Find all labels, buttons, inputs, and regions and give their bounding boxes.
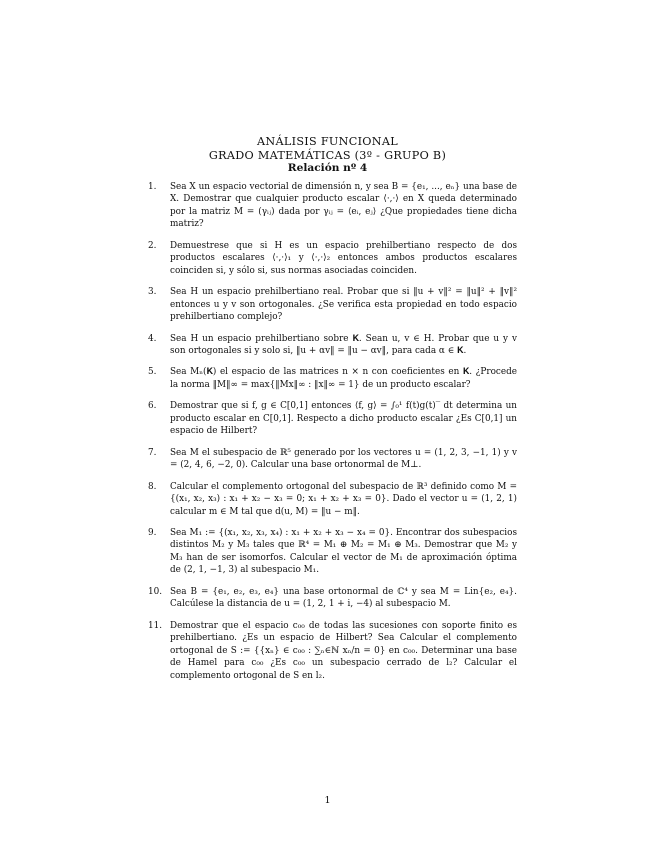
problem-number: 1.: [148, 182, 157, 192]
problem-text: Calcular el complemento ortogonal del subespacio de ℝ³ definido como M = {(x₁, x₂, x₃) : x₁ + x₂ − x₃ = 0; x₁ + x₂ + x₃ = 0}. Dado el vector u = (1, 2, 1) calcular m ∈ M tal que d(u, M) = ‖u − m‖.: [170, 481, 517, 517]
problem-number: 2.: [148, 240, 157, 251]
problem-item: [148, 181, 517, 231]
problem-text: Demuestrese que si H es un espacio prehilbertiano respecto de dos productos escalares ⟨·,·⟩₁ y ⟨·,·⟩₂ entonces ambos productos escalares coinciden si, y sólo si, sus normas asociadas coinciden.: [170, 240, 517, 276]
problem-number: 6.: [148, 401, 157, 412]
problem-item: [148, 333, 517, 358]
problem-item: [148, 620, 517, 682]
sheet-title: Relación nº 4: [287, 162, 368, 174]
problem-item: [148, 481, 517, 518]
problem-text: Sea M₁ := {(x₁, x₂, x₃, x₄) : x₁ + x₂ + x₃ − x₄ = 0}. Encontrar dos subespacios distintos M₂ y M₃ tales que ℝ⁴ = M₁ ⊕ M₂ = M₁ ⊕ M₃. Demostrar que M₂ y M₃ han de ser isomorfos. Calcular el vector de M₁ de aproximación óptima de (2, 1, −1, 3) al subespacio M₁.: [170, 527, 517, 576]
page-number: 1: [324, 795, 331, 806]
course-title: ANÁLISIS FUNCIONAL: [257, 135, 398, 148]
problem-number: 11.: [148, 620, 163, 631]
problem-item: [148, 527, 517, 577]
problem-number: 7.: [148, 447, 157, 458]
problem-text: Sea M el subespacio de ℝ⁵ generado por los vectores u = (1, 2, 3, −1, 1) y v = (2, 4, 6, −2, 0). Calcular una base ortonormal de M⊥.: [170, 447, 517, 471]
problem-text: Sea Mₙ(𝐊) el espacio de las matrices n × n con coeficientes en 𝐊. ¿Procede la norma ‖M‖∞ = max{‖Mx‖∞ : ‖x‖∞ = 1} de un producto escalar?: [170, 367, 517, 390]
problem-number: 3.: [148, 287, 157, 298]
problem-item: [148, 447, 517, 472]
degree-title: GRADO MATEMÁTICAS (3º - GRUPO B): [208, 148, 447, 162]
problem-text: Demostrar que el espacio c₀₀ de todas las sucesiones con soporte finito es prehilbertiano. ¿Es un espacio de Hilbert? Sea Calcular el complemento ortogonal de S := {{xₙ} ∈ c₀₀ : ∑ₙ∈ℕ xₙ/n = 0} en c₀₀. Determinar una base de Hamel para c₀₀ ¿Es c₀₀ un subespacio cerrado de l₂? Calcular el complemento ortogonal de S en l₂.: [170, 620, 517, 681]
problem-item: [148, 286, 517, 323]
problem-item: [148, 366, 517, 391]
problem-text: Sea X un espacio vectorial de dimensión n, y sea B = {e₁, ..., eₙ} una base de X. Demostrar que cualquier producto escalar ⟨·,·⟩ en X queda determinado por la matriz M = (γᵢⱼ) dada por γᵢⱼ = ⟨eᵢ, eⱼ⟩ ¿Que propiedades tiene dicha matriz?: [170, 182, 517, 230]
problem-text: Sea B = {e₁, e₂, e₃, e₄} una base ortonormal de ℂ⁴ y sea M = Lin{e₂, e₄}. Calcúlese la distancia de u = (1, 2, 1 + i, −4) al subespacio M.: [170, 586, 517, 610]
problem-number: 9.: [148, 527, 157, 538]
problem-number: 4.: [148, 333, 157, 344]
problem-item: [148, 240, 517, 277]
problem-number: 5.: [148, 367, 157, 378]
problem-item: [148, 400, 517, 437]
problem-number: 8.: [148, 481, 157, 492]
problem-number: 10.: [148, 586, 163, 597]
problem-text: Sea H un espacio prehilbertiano real. Probar que si ‖u + v‖² = ‖u‖² + ‖v‖² entonces u y v son ortogonales. ¿Se verifica esta propiedad en todo espacio prehilbertiano complejo?: [170, 287, 517, 323]
problem-item: [148, 586, 517, 611]
problem-text: Sea H un espacio prehilbertiano sobre 𝐊. Sean u, v ∈ H. Probar que u y v son ortogonales si y solo si, ‖u + αv‖ = ‖u − αv‖, para cada α ∈ 𝐊.: [170, 333, 517, 356]
problem-list: [148, 181, 517, 691]
problem-text: Demostrar que si f, g ∈ C[0,1] entonces ⟨f, g⟩ = ∫₀¹ f(t)g(t)‾ dt determina un producto escalar en C[0,1]. Respecto a dicho producto escalar ¿Es C[0,1] un espacio de Hilbert?: [170, 401, 517, 437]
document-header: [0, 135, 655, 176]
